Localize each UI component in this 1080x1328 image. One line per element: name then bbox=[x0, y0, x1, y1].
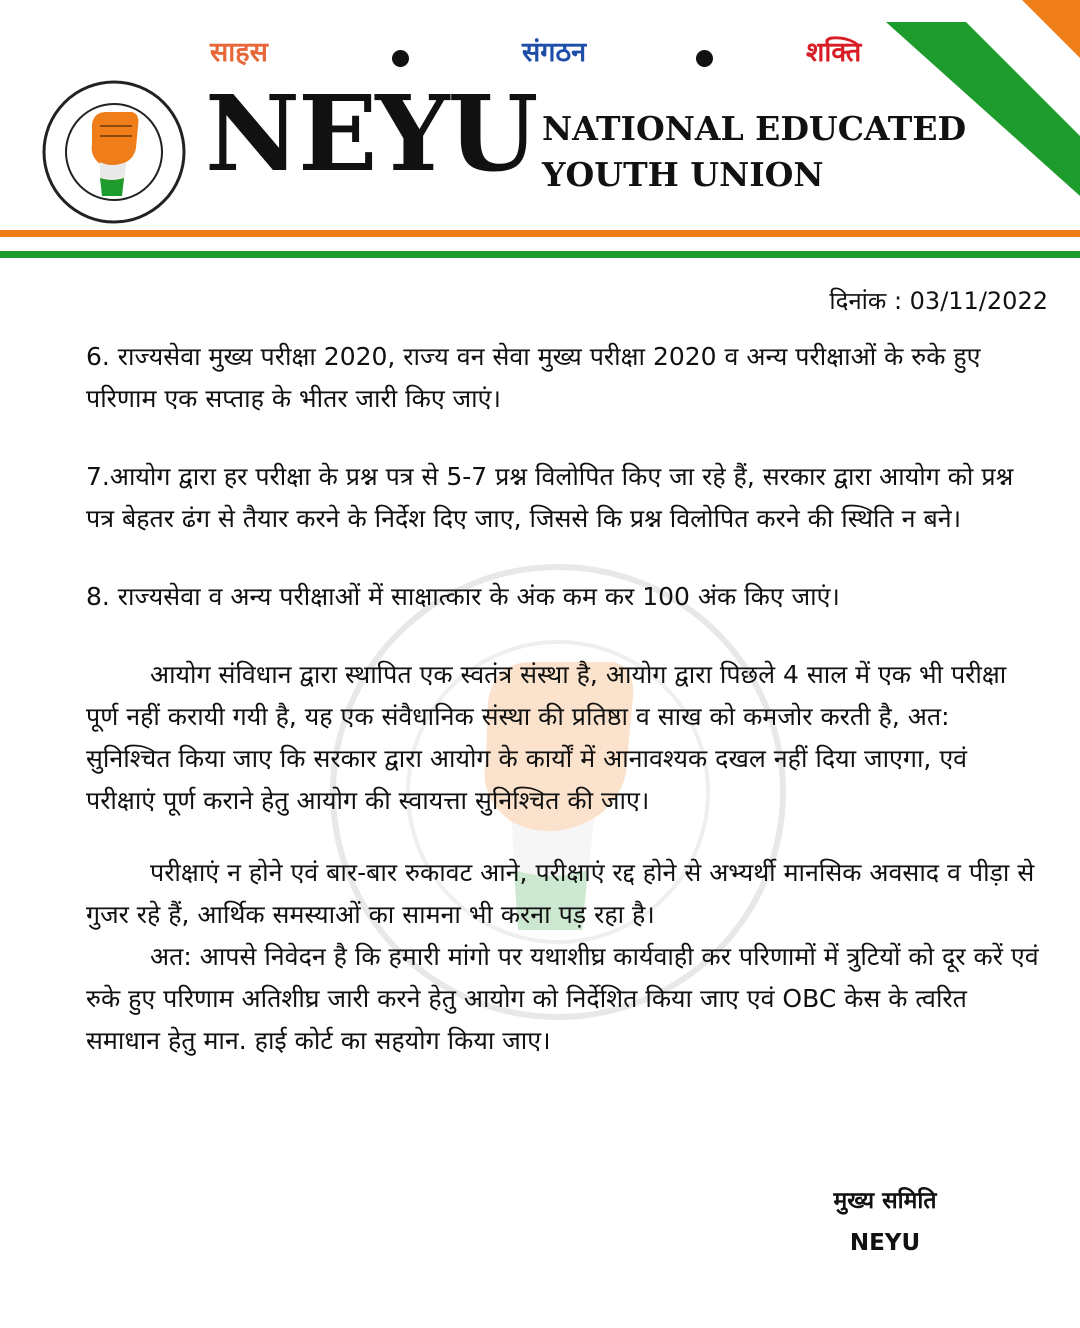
brand-acronym: NEYU bbox=[205, 72, 537, 195]
paragraph-commission-autonomy: आयोग संविधान द्वारा स्थापित एक स्वतंत्र संस्था है, आयोग द्वारा पिछले 4 साल में एक भी परीक्षा पूर्ण नहीं करायी गयी है, यह एक संवैधानिक संस्था की प्रतिष्ठा व साख को कमजोर करती है, अत: सुनिश्चित किया जाए कि सरकार द्वारा आयोग के कार्यों में आनावश्यक दखल नहीं दिया जाएगा, एवं परीक्षाएं पूर्ण कराने हेतु आयोग की स्वायत्ता सुनिश्चित की जाए। bbox=[86, 660, 1007, 815]
demand-point-8: 8. राज्यसेवा व अन्य परीक्षाओं में साक्षात्कार के अंक कम कर 100 अंक किए जाएं। bbox=[86, 582, 840, 611]
letter-date: दिनांक : 03/11/2022 bbox=[829, 287, 1048, 315]
demand-point-6: 6. राज्यसेवा मुख्य परीक्षा 2020, राज्य वन सेवा मुख्य परीक्षा 2020 व अन्य परीक्षाओं के रुके हुए परिणाम एक सप्ताह के भीतर जारी किए जाएं। bbox=[86, 342, 981, 413]
signature-block bbox=[800, 1180, 970, 1264]
signature-org: NEYU bbox=[849, 1230, 921, 1256]
motto-strength: शक्ति bbox=[806, 37, 862, 68]
organization-name-line2: YOUTH UNION bbox=[542, 155, 824, 194]
organization-name-line1: NATIONAL EDUCATED bbox=[542, 109, 967, 148]
neyu-logo bbox=[40, 78, 188, 226]
signature-committee: मुख्य समिति bbox=[833, 1188, 937, 1214]
bullet-dot-icon bbox=[392, 50, 409, 67]
saffron-divider bbox=[0, 230, 1080, 237]
organization-full-name bbox=[542, 106, 966, 198]
motto-courage: साहस bbox=[210, 37, 268, 68]
demand-point-7: 7.आयोग द्वारा हर परीक्षा के प्रश्न पत्र से 5-7 प्रश्न विलोपित किए जा रहे हैं, सरकार द्वारा आयोग को प्रश्न पत्र बेहतर ढंग से तैयार करने के निर्देश दिए जाए, जिससे कि प्रश्न विलोपित करने की स्थिति न बने। bbox=[86, 462, 1014, 533]
letter-body bbox=[86, 336, 1041, 1062]
motto-organization: संगठन bbox=[522, 37, 587, 68]
paragraph-candidate-distress: परीक्षाएं न होने एवं बार-बार रुकावट आने, परीक्षाएं रद्द होने से अभ्यर्थी मानसिक अवसाद व पीड़ा से गुजर रहे हैं, आर्थिक समस्याओं का सामना भी करना पड़ रहा है। bbox=[86, 858, 1035, 929]
motto-row bbox=[0, 32, 1080, 82]
bullet-dot-icon bbox=[696, 50, 713, 67]
paragraph-request: अत: आपसे निवेदन है कि हमारी मांगो पर यथाशीघ्र कार्यवाही कर परिणामों में त्रुटियों को दूर करें एवं रुके हुए परिणाम अतिशीघ्र जारी करने हेतु आयोग को निर्देशित किया जाए एवं OBC केस के त्वरित समाधान हेतु मान. हाई कोर्ट का सहयोग किया जाए। bbox=[86, 942, 1039, 1055]
green-divider bbox=[0, 251, 1080, 258]
